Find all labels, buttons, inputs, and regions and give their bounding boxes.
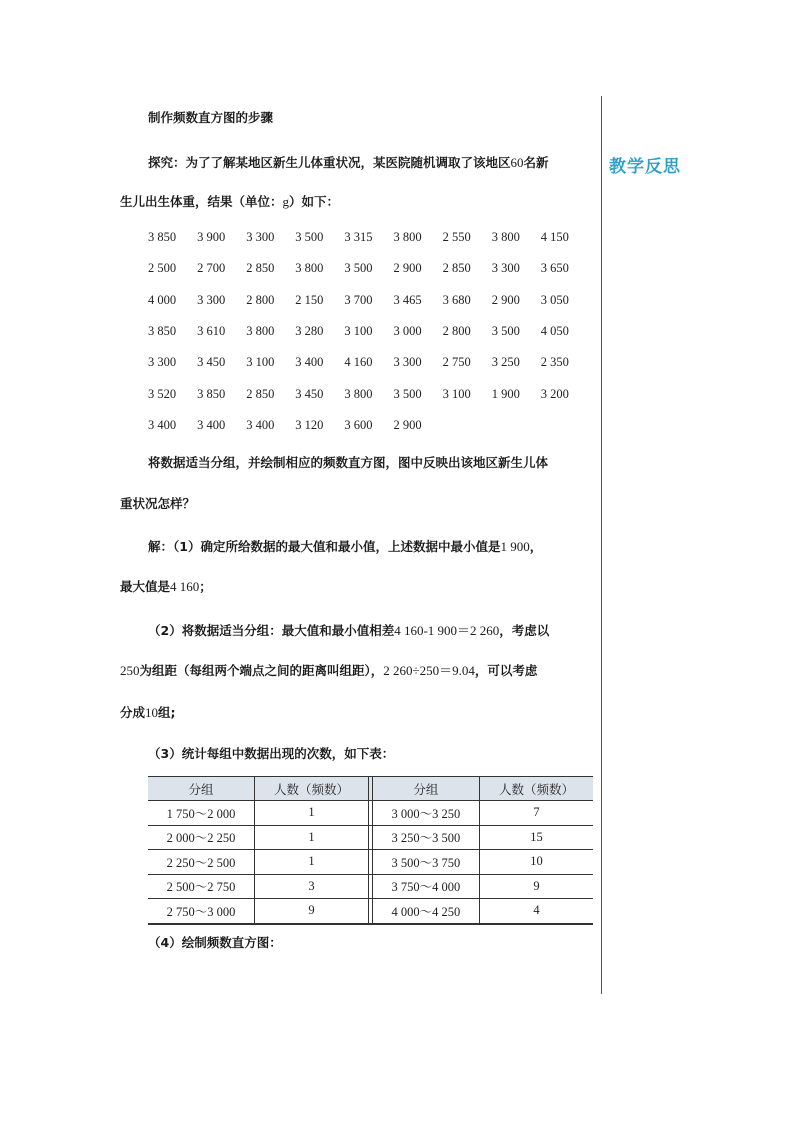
weight-value: 1 900 bbox=[491, 386, 520, 401]
weight-value: 3 250 bbox=[491, 355, 520, 370]
cell-group: 1 750～2 000 bbox=[148, 801, 255, 826]
frequency-table bbox=[148, 776, 593, 925]
weight-value: 3 800 bbox=[246, 323, 275, 338]
weight-value: 3 315 bbox=[344, 230, 373, 244]
weight-value: 2 500 bbox=[148, 261, 177, 276]
explore-text-2: 生儿出生体重，结果（单位： bbox=[120, 194, 283, 209]
weight-value: 4 160 bbox=[344, 355, 373, 370]
weight-value: 3 800 bbox=[393, 230, 422, 244]
cell-group: 2 000～2 250 bbox=[148, 825, 255, 850]
weight-value: 3 450 bbox=[197, 355, 226, 370]
weight-value: 3 100 bbox=[442, 386, 471, 401]
weight-value: 3 400 bbox=[246, 417, 275, 432]
weight-value: 3 100 bbox=[344, 323, 373, 338]
weight-value: 3 200 bbox=[540, 386, 569, 401]
weight-value: 3 850 bbox=[197, 386, 226, 401]
weight-value: 2 800 bbox=[442, 323, 471, 338]
margin-divider bbox=[601, 96, 602, 994]
header-group-2: 分组 bbox=[372, 777, 479, 801]
step2-text-end: ，考虑以 bbox=[499, 623, 550, 638]
weight-value: 3 800 bbox=[344, 386, 373, 401]
cell-group: 4 000～4 250 bbox=[372, 899, 479, 924]
teaching-reflection-title: 教学反思 bbox=[609, 157, 681, 177]
weight-value: 3 300 bbox=[197, 292, 226, 307]
weight-value: 3 800 bbox=[295, 261, 324, 276]
cell-count: 15 bbox=[479, 825, 593, 850]
unit-symbol: g bbox=[282, 194, 290, 209]
weight-value: 2 800 bbox=[246, 292, 275, 307]
weight-value: 4 150 bbox=[540, 230, 569, 244]
weight-value: 3 850 bbox=[148, 230, 177, 244]
step1-semicolon: ； bbox=[199, 579, 212, 594]
weight-value: 3 520 bbox=[148, 386, 177, 401]
weight-value: 2 900 bbox=[491, 292, 520, 307]
question-line-2: 重状况怎样？ bbox=[120, 496, 196, 511]
weight-value: 2 850 bbox=[442, 261, 471, 276]
weight-value: 3 465 bbox=[393, 292, 422, 307]
solution-step-2-end bbox=[120, 703, 176, 721]
weight-value: 3 900 bbox=[197, 230, 226, 244]
explore-text-end: 名新 bbox=[523, 155, 549, 170]
cell-count: 10 bbox=[479, 850, 593, 875]
weight-value: 3 610 bbox=[197, 323, 226, 338]
weight-value: 2 550 bbox=[442, 230, 471, 244]
weight-value: 2 850 bbox=[246, 386, 275, 401]
table-header-row bbox=[148, 777, 593, 801]
weight-value: 2 350 bbox=[540, 355, 569, 370]
weight-value: 2 150 bbox=[295, 292, 324, 307]
solution-step-2-cont bbox=[120, 660, 537, 679]
weight-value: 3 280 bbox=[295, 323, 324, 338]
cell-count: 1 bbox=[255, 825, 369, 850]
weight-value: 3 000 bbox=[393, 323, 422, 338]
sample-count: 60 bbox=[510, 155, 524, 170]
table-row bbox=[148, 801, 593, 826]
weight-value: 3 500 bbox=[491, 323, 520, 338]
weight-value: 3 300 bbox=[393, 355, 422, 370]
cell-group: 2 750～3 000 bbox=[148, 899, 255, 924]
weight-value: 3 600 bbox=[344, 417, 373, 432]
min-value: 1 900 bbox=[500, 539, 530, 554]
weight-value: 3 680 bbox=[442, 292, 471, 307]
weight-value: 3 650 bbox=[540, 261, 569, 276]
weight-value: 2 750 bbox=[442, 355, 471, 370]
cell-count: 9 bbox=[255, 899, 369, 924]
header-group-1: 分组 bbox=[148, 777, 255, 801]
division-expression: 2 260÷250＝9.04 bbox=[383, 663, 475, 678]
step2-text: （2）将数据适当分组：最大值和最小值相差 bbox=[148, 623, 395, 638]
weight-value: 2 850 bbox=[246, 261, 275, 276]
cell-count: 7 bbox=[479, 801, 593, 826]
max-value: 4 160 bbox=[170, 579, 200, 594]
cell-group: 3 000～3 250 bbox=[372, 801, 479, 826]
interval-width: 250 bbox=[120, 663, 140, 678]
interval-text: 为组距（每组两个端点之间的距离叫组距）， bbox=[139, 663, 384, 678]
explore-text: 探究：为了了解某地区新生儿体重状况，某医院随机调取了该地区 bbox=[148, 155, 511, 170]
weight-value: 3 500 bbox=[295, 230, 324, 244]
weight-value: 3 500 bbox=[393, 386, 422, 401]
cell-group: 3 500～3 750 bbox=[372, 850, 479, 875]
section-heading: 制作频数直方图的步骤 bbox=[148, 110, 274, 125]
step1-comma: ， bbox=[529, 539, 543, 554]
explore-text-2-end: ）如下： bbox=[289, 194, 340, 209]
groups-text-end: 组; bbox=[158, 705, 176, 720]
step1-text: 解：（1）确定所给数据的最大值和最小值，上述数据中最小值是 bbox=[148, 539, 501, 554]
weight-value: 3 850 bbox=[148, 323, 177, 338]
solution-step-1-cont bbox=[120, 577, 212, 595]
table-row bbox=[148, 899, 593, 924]
cell-count: 1 bbox=[255, 850, 369, 875]
weight-value: 2 900 bbox=[393, 261, 422, 276]
cell-group: 3 750～4 000 bbox=[372, 874, 479, 899]
weight-value: 3 400 bbox=[295, 355, 324, 370]
group-count: 10 bbox=[145, 705, 159, 720]
table-row bbox=[148, 874, 593, 899]
weight-value: 3 120 bbox=[295, 417, 324, 432]
weight-value: 3 400 bbox=[197, 417, 226, 432]
explore-line-2 bbox=[120, 192, 339, 210]
solution-step-2 bbox=[148, 620, 549, 639]
step1-max-label: 最大值是 bbox=[120, 579, 171, 594]
cell-count: 1 bbox=[255, 801, 369, 826]
table-row bbox=[148, 850, 593, 875]
weight-value: 3 700 bbox=[344, 292, 373, 307]
cell-group: 3 250～3 500 bbox=[372, 825, 479, 850]
cell-count: 3 bbox=[255, 874, 369, 899]
question-line-1: 将数据适当分组，并绘制相应的频数直方图，图中反映出该地区新生儿体 bbox=[148, 455, 549, 470]
weight-value: 4 050 bbox=[540, 323, 569, 338]
range-expression: 4 160-1 900＝2 260 bbox=[394, 623, 500, 638]
weight-value: 3 400 bbox=[148, 417, 177, 432]
solution-step-3: （3）统计每组中数据出现的次数，如下表： bbox=[148, 746, 395, 761]
weight-value: 3 300 bbox=[246, 230, 275, 244]
interval-text-end: ，可以考虑 bbox=[474, 663, 538, 678]
cell-count: 9 bbox=[479, 874, 593, 899]
weight-value: 3 800 bbox=[491, 230, 520, 244]
weight-value: 3 450 bbox=[295, 386, 324, 401]
cell-count: 4 bbox=[479, 899, 593, 924]
weight-value: 3 300 bbox=[148, 355, 177, 370]
weight-value: 3 300 bbox=[491, 261, 520, 276]
solution-step-1 bbox=[148, 537, 542, 555]
header-count-2: 人数（频数） bbox=[479, 777, 593, 801]
explore-line-1 bbox=[148, 153, 549, 171]
weight-value: 3 050 bbox=[540, 292, 569, 307]
table-row bbox=[148, 825, 593, 850]
weight-value: 2 700 bbox=[197, 261, 226, 276]
weight-value: 3 500 bbox=[344, 261, 373, 276]
weight-value: 2 900 bbox=[393, 417, 422, 432]
cell-group: 2 500～2 750 bbox=[148, 874, 255, 899]
groups-text: 分成 bbox=[120, 705, 146, 720]
solution-step-4: （4）绘制频数直方图： bbox=[148, 935, 282, 950]
weight-value: 3 100 bbox=[246, 355, 275, 370]
weight-value: 4 000 bbox=[148, 292, 177, 307]
header-count-1: 人数（频数） bbox=[255, 777, 369, 801]
cell-group: 2 250～2 500 bbox=[148, 850, 255, 875]
